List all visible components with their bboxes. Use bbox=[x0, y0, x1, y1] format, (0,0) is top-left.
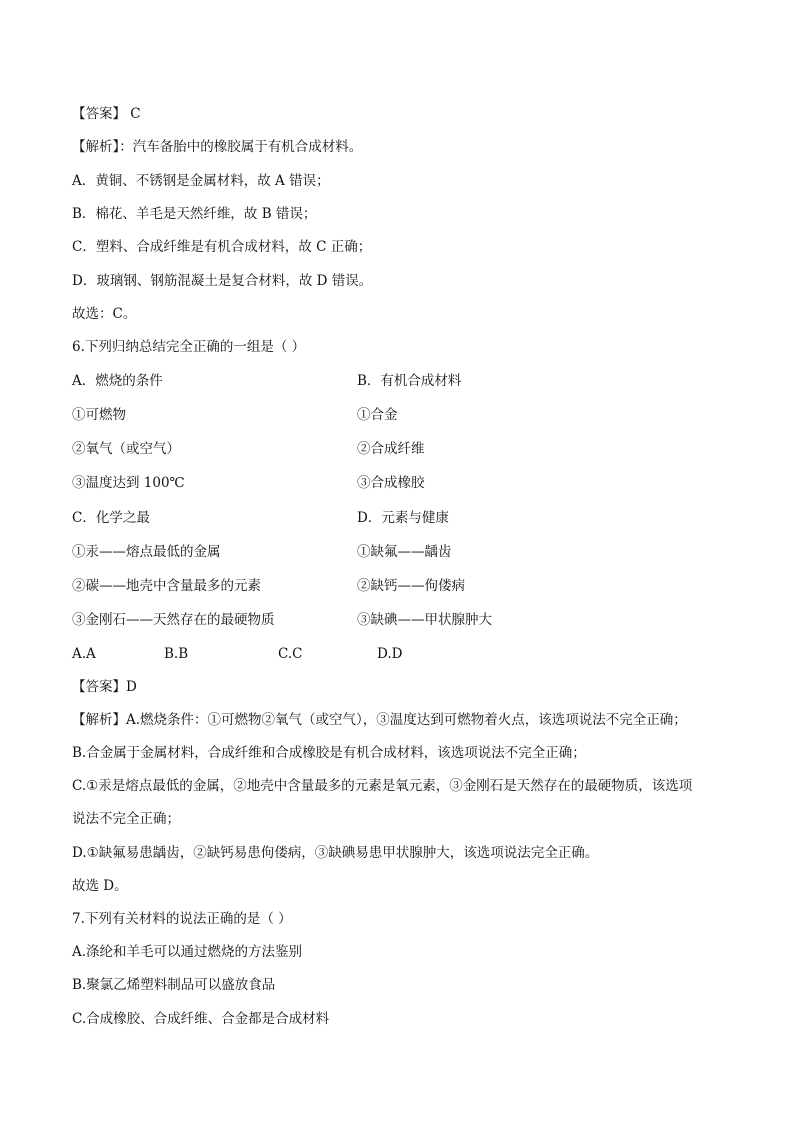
q7-option-b: B.聚氯乙烯塑料制品可以盛放食品 bbox=[72, 977, 276, 993]
q7-option-c: C.合成橡胶、合成纤维、合金都是合成材料 bbox=[72, 1011, 330, 1027]
q6-analysis-c1: C.①汞是熔点最低的金属，②地壳中含量最多的元素是氧元素，③金刚石是天然存在的最硬物质，该选项 bbox=[72, 778, 693, 794]
q6-left-2: ②氧气（或空气） bbox=[72, 441, 180, 457]
q6-row-2 bbox=[72, 439, 425, 459]
q6-stem: 6.下列归纳总结完全正确的一组是（ ） bbox=[72, 339, 306, 355]
q6-right-3: ③合成橡胶 bbox=[357, 475, 425, 491]
q6-answer: 【答案】D bbox=[72, 679, 137, 695]
q6-option-d: D.D bbox=[377, 646, 403, 662]
prev-explain-a: A．黄铜、不锈钢是金属材料，故 A 错误； bbox=[72, 173, 330, 189]
prev-explain-c: C．塑料、合成纤维是有机合成材料，故 C 正确； bbox=[72, 239, 372, 255]
q6-left-5: ①汞——熔点最低的金属 bbox=[72, 544, 221, 560]
prev-explain-b: B．棉花、羊毛是天然纤维，故 B 错误； bbox=[72, 206, 317, 222]
q6-analysis-b: B.合金属于金属材料，合成纤维和合成橡胶是有机合成材料，该选项说法不完全正确； bbox=[72, 745, 586, 761]
q6-left-6: ②碳——地壳中含量最多的元素 bbox=[72, 578, 261, 594]
q6-right-2: ②合成纤维 bbox=[357, 441, 425, 457]
q6-option-a: A.A bbox=[72, 646, 96, 662]
q6-analysis-a: 【解析】A.燃烧条件：①可燃物②氧气（或空气），③温度达到可燃物着火点，该选项说法不完全正确； bbox=[72, 712, 687, 728]
q6-right-1: ①合金 bbox=[357, 407, 398, 423]
q6-analysis-c2: 说法不完全正确； bbox=[72, 811, 180, 827]
q6-row-1 bbox=[72, 405, 398, 425]
q6-right-5: ①缺氟——龋齿 bbox=[357, 544, 452, 560]
q6-right-0: B．有机合成材料 bbox=[357, 373, 462, 389]
q6-option-b: B.B bbox=[164, 646, 189, 662]
q6-left-7: ③金刚石——天然存在的最硬物质 bbox=[72, 612, 275, 628]
q6-analysis-d: D.①缺氟易患龋齿，②缺钙易患佝偻病，③缺碘易患甲状腺肿大，该选项说法完全正确。 bbox=[72, 845, 599, 861]
q6-row-4 bbox=[72, 508, 449, 528]
q6-row-6 bbox=[72, 576, 465, 596]
q6-right-4: D．元素与健康 bbox=[357, 510, 449, 526]
q6-left-3: ③温度达到 100℃ bbox=[72, 475, 185, 491]
q6-row-0 bbox=[72, 371, 462, 391]
q7-stem: 7.下列有关材料的说法正确的是（ ） bbox=[72, 911, 292, 927]
q6-row-3 bbox=[72, 473, 425, 493]
q6-right-6: ②缺钙——佝偻病 bbox=[357, 578, 465, 594]
q6-row-7 bbox=[72, 610, 492, 630]
q6-right-7: ③缺碘——甲状腺肿大 bbox=[357, 612, 492, 628]
q6-left-0: A．燃烧的条件 bbox=[72, 373, 163, 389]
q6-options bbox=[72, 644, 452, 664]
q6-option-c: C.C bbox=[278, 646, 303, 662]
q6-choice: 故选 D。 bbox=[72, 878, 128, 894]
q6-row-5 bbox=[72, 542, 452, 562]
prev-answer: 【答案】 C bbox=[72, 106, 141, 122]
q6-left-4: C．化学之最 bbox=[72, 510, 150, 526]
q6-left-1: ①可燃物 bbox=[72, 407, 126, 423]
prev-choice: 故选：C。 bbox=[72, 306, 137, 322]
prev-explain-d: D．玻璃钢、钢筋混凝土是复合材料，故 D 错误。 bbox=[72, 273, 373, 289]
q7-option-a: A.涤纶和羊毛可以通过燃烧的方法鉴别 bbox=[72, 944, 303, 960]
prev-analysis: 【解析】：汽车备胎中的橡胶属于有机合成材料。 bbox=[72, 139, 363, 155]
